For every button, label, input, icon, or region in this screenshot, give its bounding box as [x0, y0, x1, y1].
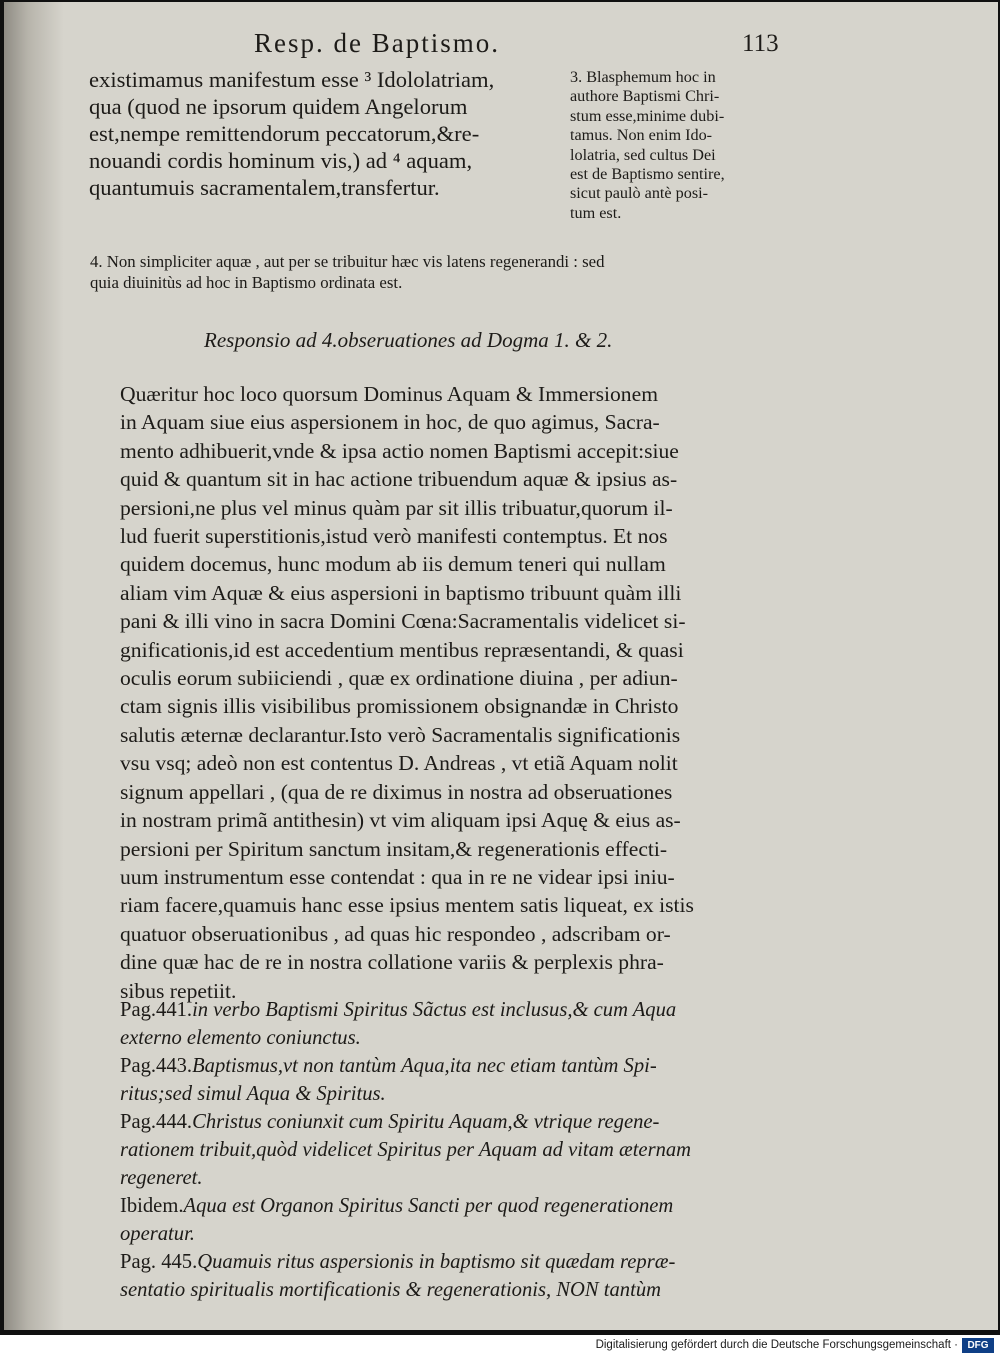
body-line: in nostram primã antithesin) vt vim aliquam ipsi Aquę & eius as- [120, 808, 681, 833]
body-line: oculis eorum subiiciendi , quæ ex ordinatione diuina , per adiun- [120, 666, 678, 691]
footnote [90, 252, 780, 293]
margin-line: authore Baptismi Chri- [570, 87, 720, 106]
text-line: nouandi cordis hominum vis,) ad ⁴ aquam, [89, 148, 473, 173]
body-line: uum instrumentum esse contendat : qua in re ne videar ipsi iniu- [120, 864, 675, 889]
quote-text: sentatio spiritualis mortificationis & regenerationis, NON tantùm [120, 1279, 661, 1301]
quote-text: regeneret. [120, 1167, 203, 1189]
quote-text: in verbo Baptismi Spiritus Sãctus est inclusus,& cum Aqua [192, 999, 677, 1021]
quote-line [120, 1136, 784, 1164]
quote-text: Quamuis ritus aspersionis in baptismo sit quædam repræ- [197, 1251, 676, 1273]
funding-credit-text: Digitalisierung gefördert durch die Deutsche Forschungsgemeinschaft · [595, 1339, 958, 1351]
quote-line [120, 1276, 784, 1304]
margin-line: tum est. [570, 203, 622, 222]
quote-text: externo elemento coniunctus. [120, 1027, 361, 1049]
body-line: gnificationis,id est accedentium mentibus repræsentandi, & quasi [120, 637, 684, 662]
body-paragraph [120, 380, 784, 1005]
quote-line [120, 1248, 784, 1276]
funding-credit-bar [0, 1335, 1000, 1357]
quote-lead: Pag. 445. [120, 1251, 198, 1273]
body-line: Quæritur hoc loco quorsum Dominus Aquam & Immersionem [120, 382, 658, 406]
page-gutter-shadow [4, 2, 64, 1330]
quote-line [120, 1080, 784, 1108]
body-line: sibus repetiit. [120, 978, 237, 1003]
quote-text: ritus;sed simul Aqua & Spiritus. [120, 1083, 386, 1105]
quote-line [120, 1052, 784, 1080]
body-line: lud fuerit superstitionis,istud verò manifesti contemptus. Et nos [120, 524, 668, 549]
quote-lead: Pag.444. [120, 1111, 193, 1133]
margin-line: 3. Blasphemum hoc in [570, 68, 716, 86]
body-line: persioni,ne plus vel minus quàm par sit illis tribuatur,quorum il- [120, 495, 673, 520]
body-line: pani & illi vino in sacra Domini Cœna:Sacramentalis videlicet si- [120, 609, 686, 634]
page-number: 113 [742, 30, 779, 57]
quote-text: rationem tribuit,quòd videlicet Spiritus per Aquam ad vitam æternam [120, 1139, 692, 1161]
text-line: est,nempe remittendorum peccatorum,&re- [89, 121, 480, 146]
quote-text: operatur. [120, 1223, 195, 1245]
quotation-list [120, 996, 784, 1304]
body-line: dine quæ hac de re in nostra collatione variis & perplexis phra- [120, 950, 664, 975]
text-line: qua (quod ne ipsorum quidem Angelorum [89, 94, 468, 119]
text-line: existimamus manifestum esse ³ Idololatriam, [89, 67, 495, 92]
body-line: signum appellari , (qua de re diximus in nostra ad obseruationes [120, 779, 673, 804]
section-heading: Responsio ad 4.obseruationes ad Dogma 1. & 2. [204, 328, 613, 352]
quote-text: Baptismus,vt non tantùm Aqua,ita nec etiam tantùm Spi- [192, 1055, 657, 1077]
quote-line [120, 1164, 784, 1192]
quote-line [120, 1024, 784, 1052]
body-line: mento adhibuerit,vnde & ipsa actio nomen Baptismi accepit:siue [120, 438, 679, 463]
body-line: vsu vsq; adeò non est contentus D. Andreas , vt etiã Aquam nolit [120, 751, 678, 776]
footnote-line: quia diuinitùs ad hoc in Baptismo ordinata est. [90, 272, 403, 292]
main-column-text [89, 66, 559, 201]
body-line: in Aquam siue eius aspersionem in hoc, de quo agimus, Sacra- [120, 410, 660, 435]
running-title: Resp. de Baptismo. [254, 28, 500, 58]
quote-text: Christus coniunxit cum Spiritu Aquam,& vtrique regene- [192, 1111, 660, 1133]
dfg-logo: DFG [962, 1338, 994, 1353]
margin-note [570, 68, 784, 223]
body-line: persioni per Spiritum sanctum insitam,& regenerationis effecti- [120, 836, 668, 861]
quote-lead: Pag.443. [120, 1055, 193, 1077]
margin-line: sicut paulò antè posi- [570, 184, 709, 203]
book-page [4, 2, 998, 1330]
quote-line [120, 1192, 784, 1220]
quote-text: Aqua est Organon Spiritus Sancti per quod regenerationem [183, 1195, 674, 1217]
body-line: quidem docemus, hunc modum ab iis demum teneri qui nullam [120, 552, 666, 577]
quote-lead: Ibidem. [120, 1195, 184, 1217]
body-line: aliam vim Aquæ & eius aspersioni in baptismo tribuunt quàm illi [120, 580, 682, 605]
text-line: quantumuis sacramentalem,transfertur. [89, 175, 440, 200]
quote-line [120, 1108, 784, 1136]
margin-line: lolatria, sed cultus Dei [570, 145, 716, 164]
margin-line: tamus. Non enim Ido- [570, 126, 713, 145]
body-line: quatuor obseruationibus , ad quas hic respondeo , adscribam or- [120, 921, 671, 946]
body-line: riam facere,quamuis hanc esse ipsius mentem satis liqueat, ex istis [120, 893, 694, 918]
body-line: ctam signis illis visibilibus promissionem obsignandæ in Christo [120, 694, 679, 719]
margin-line: stum esse,minime dubi- [570, 106, 725, 125]
body-line: quid & quantum sit in hac actione tribuendum aquæ & ipsius as- [120, 467, 678, 492]
quote-line [120, 1220, 784, 1248]
quote-lead: Pag.441. [120, 999, 193, 1021]
body-line: salutis æternæ declarantur.Isto verò Sacramentalis significationis [120, 722, 681, 747]
margin-line: est de Baptismo sentire, [570, 165, 725, 184]
footnote-line: 4. Non simpliciter aquæ , aut per se tribuitur hæc vis latens regenerandi : sed [90, 252, 605, 271]
quote-line [120, 996, 784, 1024]
